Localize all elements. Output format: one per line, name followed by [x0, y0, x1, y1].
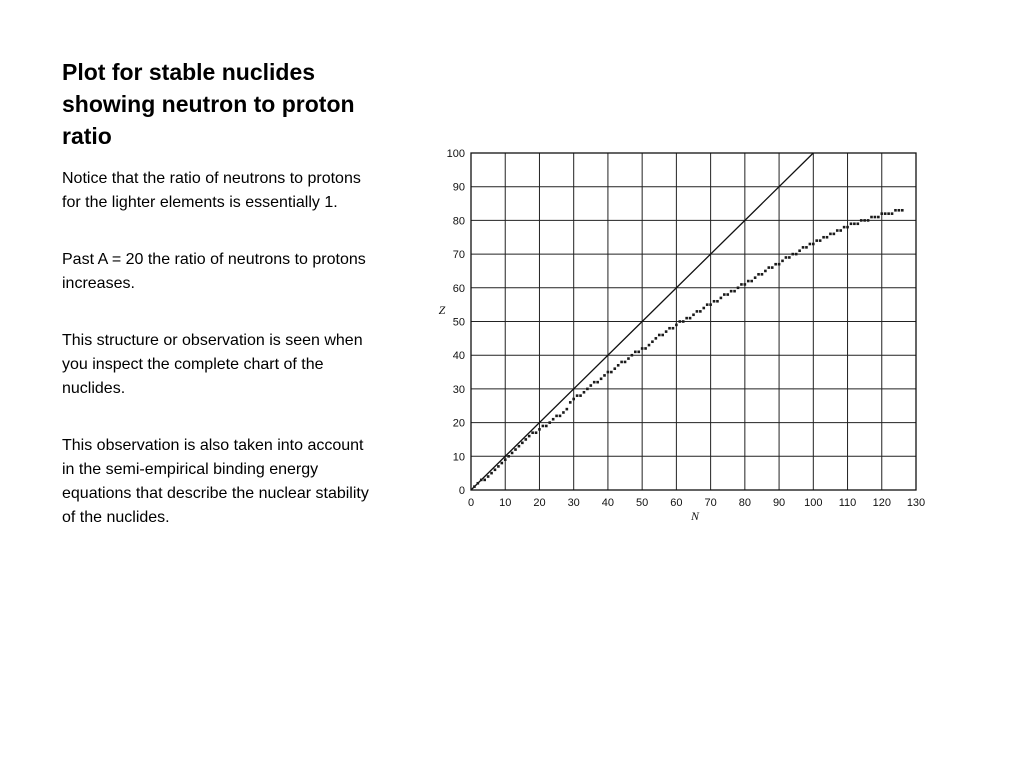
paragraph-ratio-increase: Past A = 20 the ratio of neutrons to protons increases. — [62, 251, 366, 292]
data-point — [857, 222, 860, 225]
data-point — [651, 340, 654, 343]
data-point — [648, 344, 651, 347]
data-point — [884, 212, 887, 215]
data-point — [747, 280, 750, 283]
data-point — [552, 418, 555, 421]
data-point — [665, 330, 668, 333]
data-point — [661, 334, 664, 337]
data-point — [815, 239, 818, 242]
grid — [471, 153, 916, 490]
data-point — [545, 425, 548, 428]
data-point — [483, 479, 486, 482]
data-point — [473, 485, 476, 488]
data-point — [631, 354, 634, 357]
data-point — [764, 270, 767, 273]
y-tick-label: 30 — [452, 383, 465, 396]
paragraph-light-elements: Notice that the ratio of neutrons to protons for the lighter elements is essentially 1. — [62, 170, 361, 211]
data-point — [576, 394, 579, 397]
x-tick-label: 40 — [601, 497, 615, 509]
y-tick-label: 70 — [452, 249, 465, 262]
y-tick-label: 10 — [452, 451, 465, 464]
data-point — [696, 310, 699, 313]
y-tick-labels — [447, 148, 465, 497]
slide-body — [62, 167, 372, 563]
data-point — [826, 236, 829, 239]
data-point — [757, 273, 760, 276]
data-point — [480, 479, 483, 482]
data-point — [518, 445, 521, 448]
x-tick-label: 20 — [533, 497, 546, 509]
data-point — [600, 377, 603, 380]
data-point — [809, 243, 812, 246]
data-point — [579, 394, 582, 397]
data-point — [716, 300, 719, 303]
y-tick-label: 20 — [452, 417, 465, 430]
data-point — [733, 290, 736, 293]
x-tick-label: 60 — [670, 497, 683, 509]
nuclide-chart-svg — [430, 140, 940, 535]
data-point — [730, 290, 733, 293]
data-point — [802, 246, 805, 249]
data-point — [833, 233, 836, 236]
data-point — [860, 219, 863, 222]
data-point — [668, 327, 671, 330]
data-point — [850, 222, 853, 225]
data-point — [593, 381, 596, 384]
data-point — [634, 351, 637, 354]
data-point — [689, 317, 692, 320]
data-point — [754, 276, 757, 279]
data-point — [706, 303, 709, 306]
data-point — [487, 475, 490, 478]
data-point — [490, 472, 493, 475]
data-point — [627, 357, 630, 360]
data-point — [791, 253, 794, 256]
data-point — [788, 256, 791, 259]
data-point — [658, 334, 661, 337]
data-point — [613, 367, 616, 370]
data-point — [617, 364, 620, 367]
y-tick-label: 60 — [452, 282, 465, 295]
data-point — [750, 280, 753, 283]
x-tick-label: 110 — [838, 497, 857, 509]
data-point — [603, 374, 606, 377]
data-point — [583, 391, 586, 394]
data-point — [514, 448, 517, 451]
data-point — [620, 361, 623, 364]
data-point — [709, 303, 712, 306]
data-point — [887, 212, 890, 215]
x-tick-label: 90 — [772, 497, 786, 509]
data-point — [548, 421, 551, 424]
data-point — [720, 297, 723, 300]
y-tick-label: 40 — [452, 350, 465, 363]
data-point — [795, 253, 798, 256]
data-point — [819, 239, 822, 242]
data-point — [901, 209, 904, 212]
data-point — [504, 458, 507, 461]
data-point — [637, 351, 640, 354]
data-point — [555, 415, 558, 418]
data-point — [641, 347, 644, 350]
y-axis-label: Z — [438, 303, 446, 317]
data-point — [778, 263, 781, 266]
data-point — [494, 468, 497, 471]
data-point — [836, 229, 839, 232]
data-point — [572, 398, 575, 401]
data-point — [874, 216, 877, 219]
data-point — [685, 317, 688, 320]
data-point — [675, 324, 678, 327]
data-point — [562, 411, 565, 414]
data-point — [768, 266, 771, 269]
x-tick-labels — [468, 497, 925, 509]
data-point — [566, 408, 569, 411]
x-tick-label: 130 — [906, 497, 926, 509]
data-point — [596, 381, 599, 384]
data-point — [812, 243, 815, 246]
data-point — [542, 425, 545, 428]
data-point — [477, 482, 480, 485]
y-tick-label: 80 — [452, 215, 465, 228]
data-point — [744, 283, 747, 286]
data-point — [497, 465, 500, 468]
data-point — [524, 438, 527, 441]
data-point — [535, 431, 538, 434]
data-point — [569, 401, 572, 404]
data-point — [699, 310, 702, 313]
data-point — [521, 442, 524, 445]
paragraph-chart-of-nuclides: This structure or observation is seen when you inspect the complete chart of the nuclides. — [62, 332, 363, 397]
data-point — [610, 371, 613, 374]
x-tick-label: 120 — [872, 497, 891, 509]
data-point — [781, 260, 784, 263]
data-point — [737, 287, 740, 290]
paragraph-binding-energy: This observation is also taken into account in the semi-empirical binding energy equations that describe the nuclear stability of the nuclides. — [62, 437, 369, 526]
x-tick-label: 80 — [738, 497, 751, 509]
x-tick-label: 0 — [467, 497, 475, 509]
data-point — [607, 371, 610, 374]
data-point — [538, 428, 541, 431]
data-point — [726, 293, 729, 296]
data-point — [798, 249, 801, 252]
data-point — [877, 216, 880, 219]
data-point — [829, 233, 832, 236]
data-point — [880, 212, 883, 215]
data-point — [644, 347, 647, 350]
data-point — [672, 327, 675, 330]
data-point — [559, 415, 562, 418]
data-point — [894, 209, 897, 212]
data-point — [692, 313, 695, 316]
data-point — [771, 266, 774, 269]
x-tick-label: 70 — [704, 497, 717, 509]
data-point — [785, 256, 788, 259]
data-point — [740, 283, 743, 286]
data-point — [624, 361, 627, 364]
slide-title: Plot for stable nuclides showing neutron to proton ratio — [62, 59, 355, 149]
data-point — [822, 236, 825, 239]
y-tick-label: 0 — [458, 485, 465, 497]
stable-nuclide-points — [473, 209, 903, 488]
x-axis-label: N — [690, 509, 700, 523]
data-point — [586, 388, 589, 391]
y-tick-label: 50 — [452, 316, 465, 329]
data-point — [846, 226, 849, 229]
data-point — [805, 246, 808, 249]
data-point — [843, 226, 846, 229]
data-point — [774, 263, 777, 266]
y-tick-label: 90 — [452, 181, 465, 194]
data-point — [867, 219, 870, 222]
data-point — [682, 320, 685, 323]
data-point — [870, 216, 873, 219]
data-point — [531, 431, 534, 434]
data-point — [891, 212, 894, 215]
x-tick-label: 50 — [636, 497, 649, 509]
data-point — [511, 452, 514, 455]
y-tick-label: 100 — [446, 148, 465, 160]
data-point — [723, 293, 726, 296]
data-point — [863, 219, 866, 222]
data-point — [839, 229, 842, 232]
data-point — [507, 455, 510, 458]
nuclide-chart — [430, 140, 940, 535]
data-point — [702, 307, 705, 310]
data-point — [853, 222, 856, 225]
x-tick-label: 10 — [499, 497, 512, 509]
data-point — [590, 384, 593, 387]
data-point — [898, 209, 901, 212]
data-point — [655, 337, 658, 340]
x-tick-label: 30 — [567, 497, 580, 509]
data-point — [501, 462, 504, 465]
data-point — [713, 300, 716, 303]
data-point — [761, 273, 764, 276]
x-tick-label: 100 — [804, 497, 823, 509]
data-point — [528, 435, 531, 438]
data-point — [679, 320, 682, 323]
